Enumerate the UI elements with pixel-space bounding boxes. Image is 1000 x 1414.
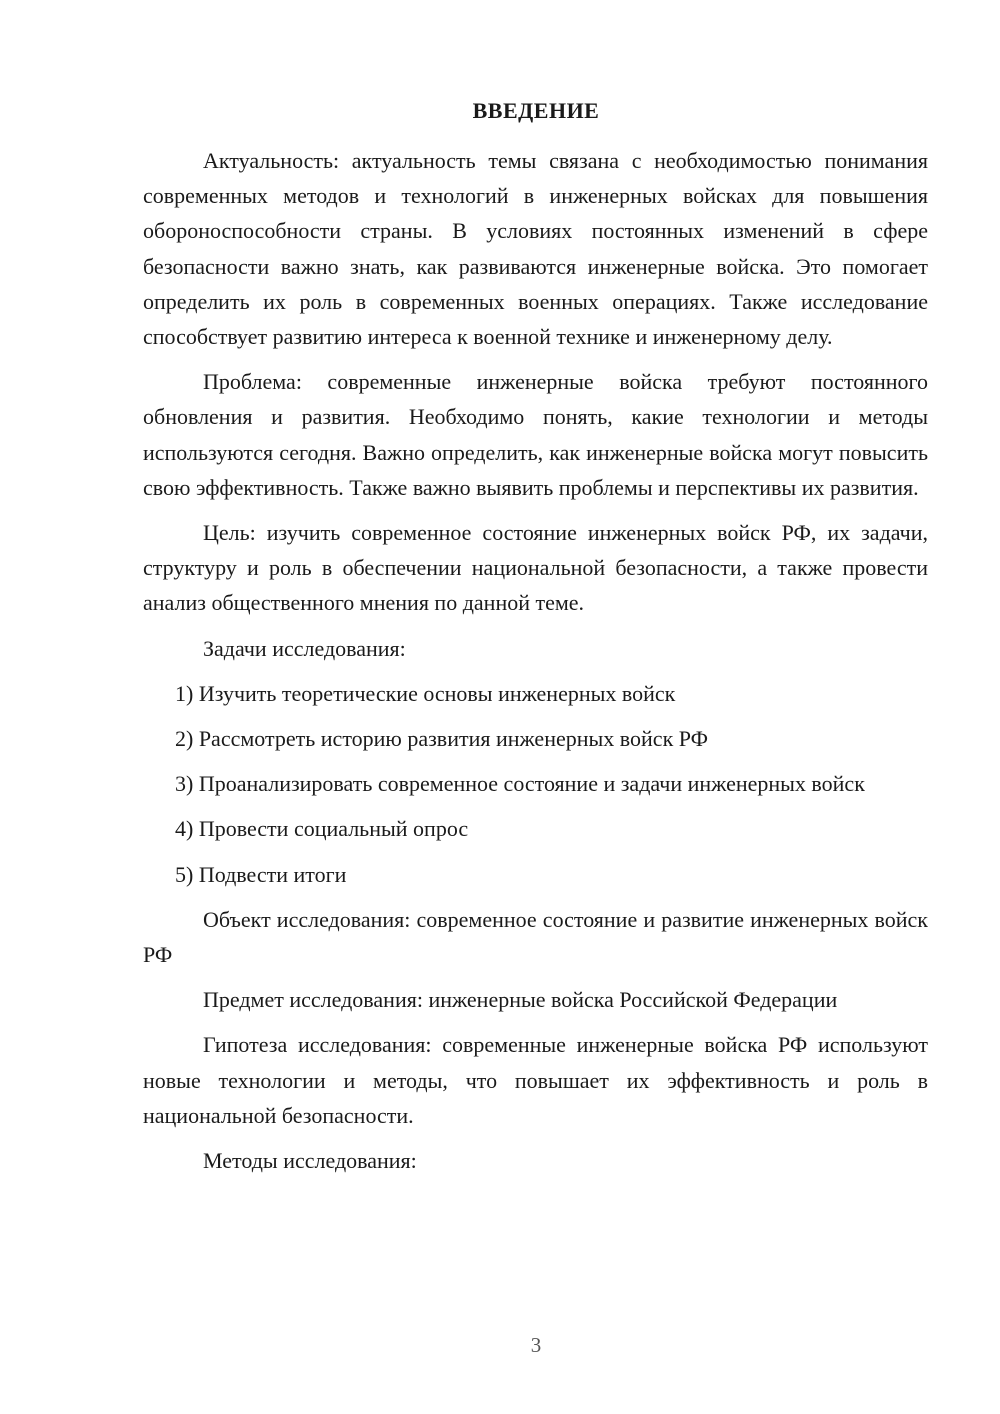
paragraph-hypothesis: Гипотеза исследования: современные инженерные войска РФ используют новые технологии и методы, что повышает их эффективность и роль в национальной безопасности. xyxy=(143,1032,928,1128)
page-number: 3 xyxy=(530,1333,542,1357)
paragraph-goal: Цель: изучить современное состояние инженерных войск РФ, их задачи, структуру и роль в обеспечении национальной безопасности, а также провести анализ общественного мнения по данной теме. xyxy=(143,520,928,616)
paragraph-tasks-heading: Задачи исследования: xyxy=(203,635,406,661)
section-title: ВВЕДЕНИЕ xyxy=(472,98,600,123)
paragraph-methods-heading: Методы исследования: xyxy=(203,1148,417,1174)
task-item-4: 4) Провести социальный опрос xyxy=(175,816,469,842)
document-body xyxy=(143,143,928,1188)
task-item-2: 2) Рассмотреть историю развития инженерных войск РФ xyxy=(175,726,708,752)
paragraph-problem: Проблема: современные инженерные войска требуют постоянного обновления и развития. Необходимо понять, какие технологии и методы используются сегодня. Важно определить, как инженерные войска могут повысить свою эффективность. Также важно выявить проблемы и перспективы их развития. xyxy=(143,369,928,500)
task-item-3: 3) Проанализировать современное состояние и задачи инженерных войск xyxy=(175,771,865,797)
paragraph-subject: Предмет исследования: инженерные войска Российской Федерации xyxy=(203,987,838,1013)
task-item-5: 5) Подвести итоги xyxy=(175,861,347,887)
task-item-1: 1) Изучить теоретические основы инженерных войск xyxy=(175,680,676,706)
paragraph-relevance: Актуальность: актуальность темы связана с необходимостью понимания современных методов и технологий в инженерных войсках для повышения обороноспособности страны. В условиях постоянных изменений в сфере безопасности важно знать, как развиваются инженерные войска. Это помогает определить их роль в современных военных операциях. Также исследование способствует развитию интереса к военной технике и инженерному делу. xyxy=(143,148,928,350)
paragraph-object: Объект исследования: современное состояние и развитие инженерных войск РФ xyxy=(143,906,928,968)
